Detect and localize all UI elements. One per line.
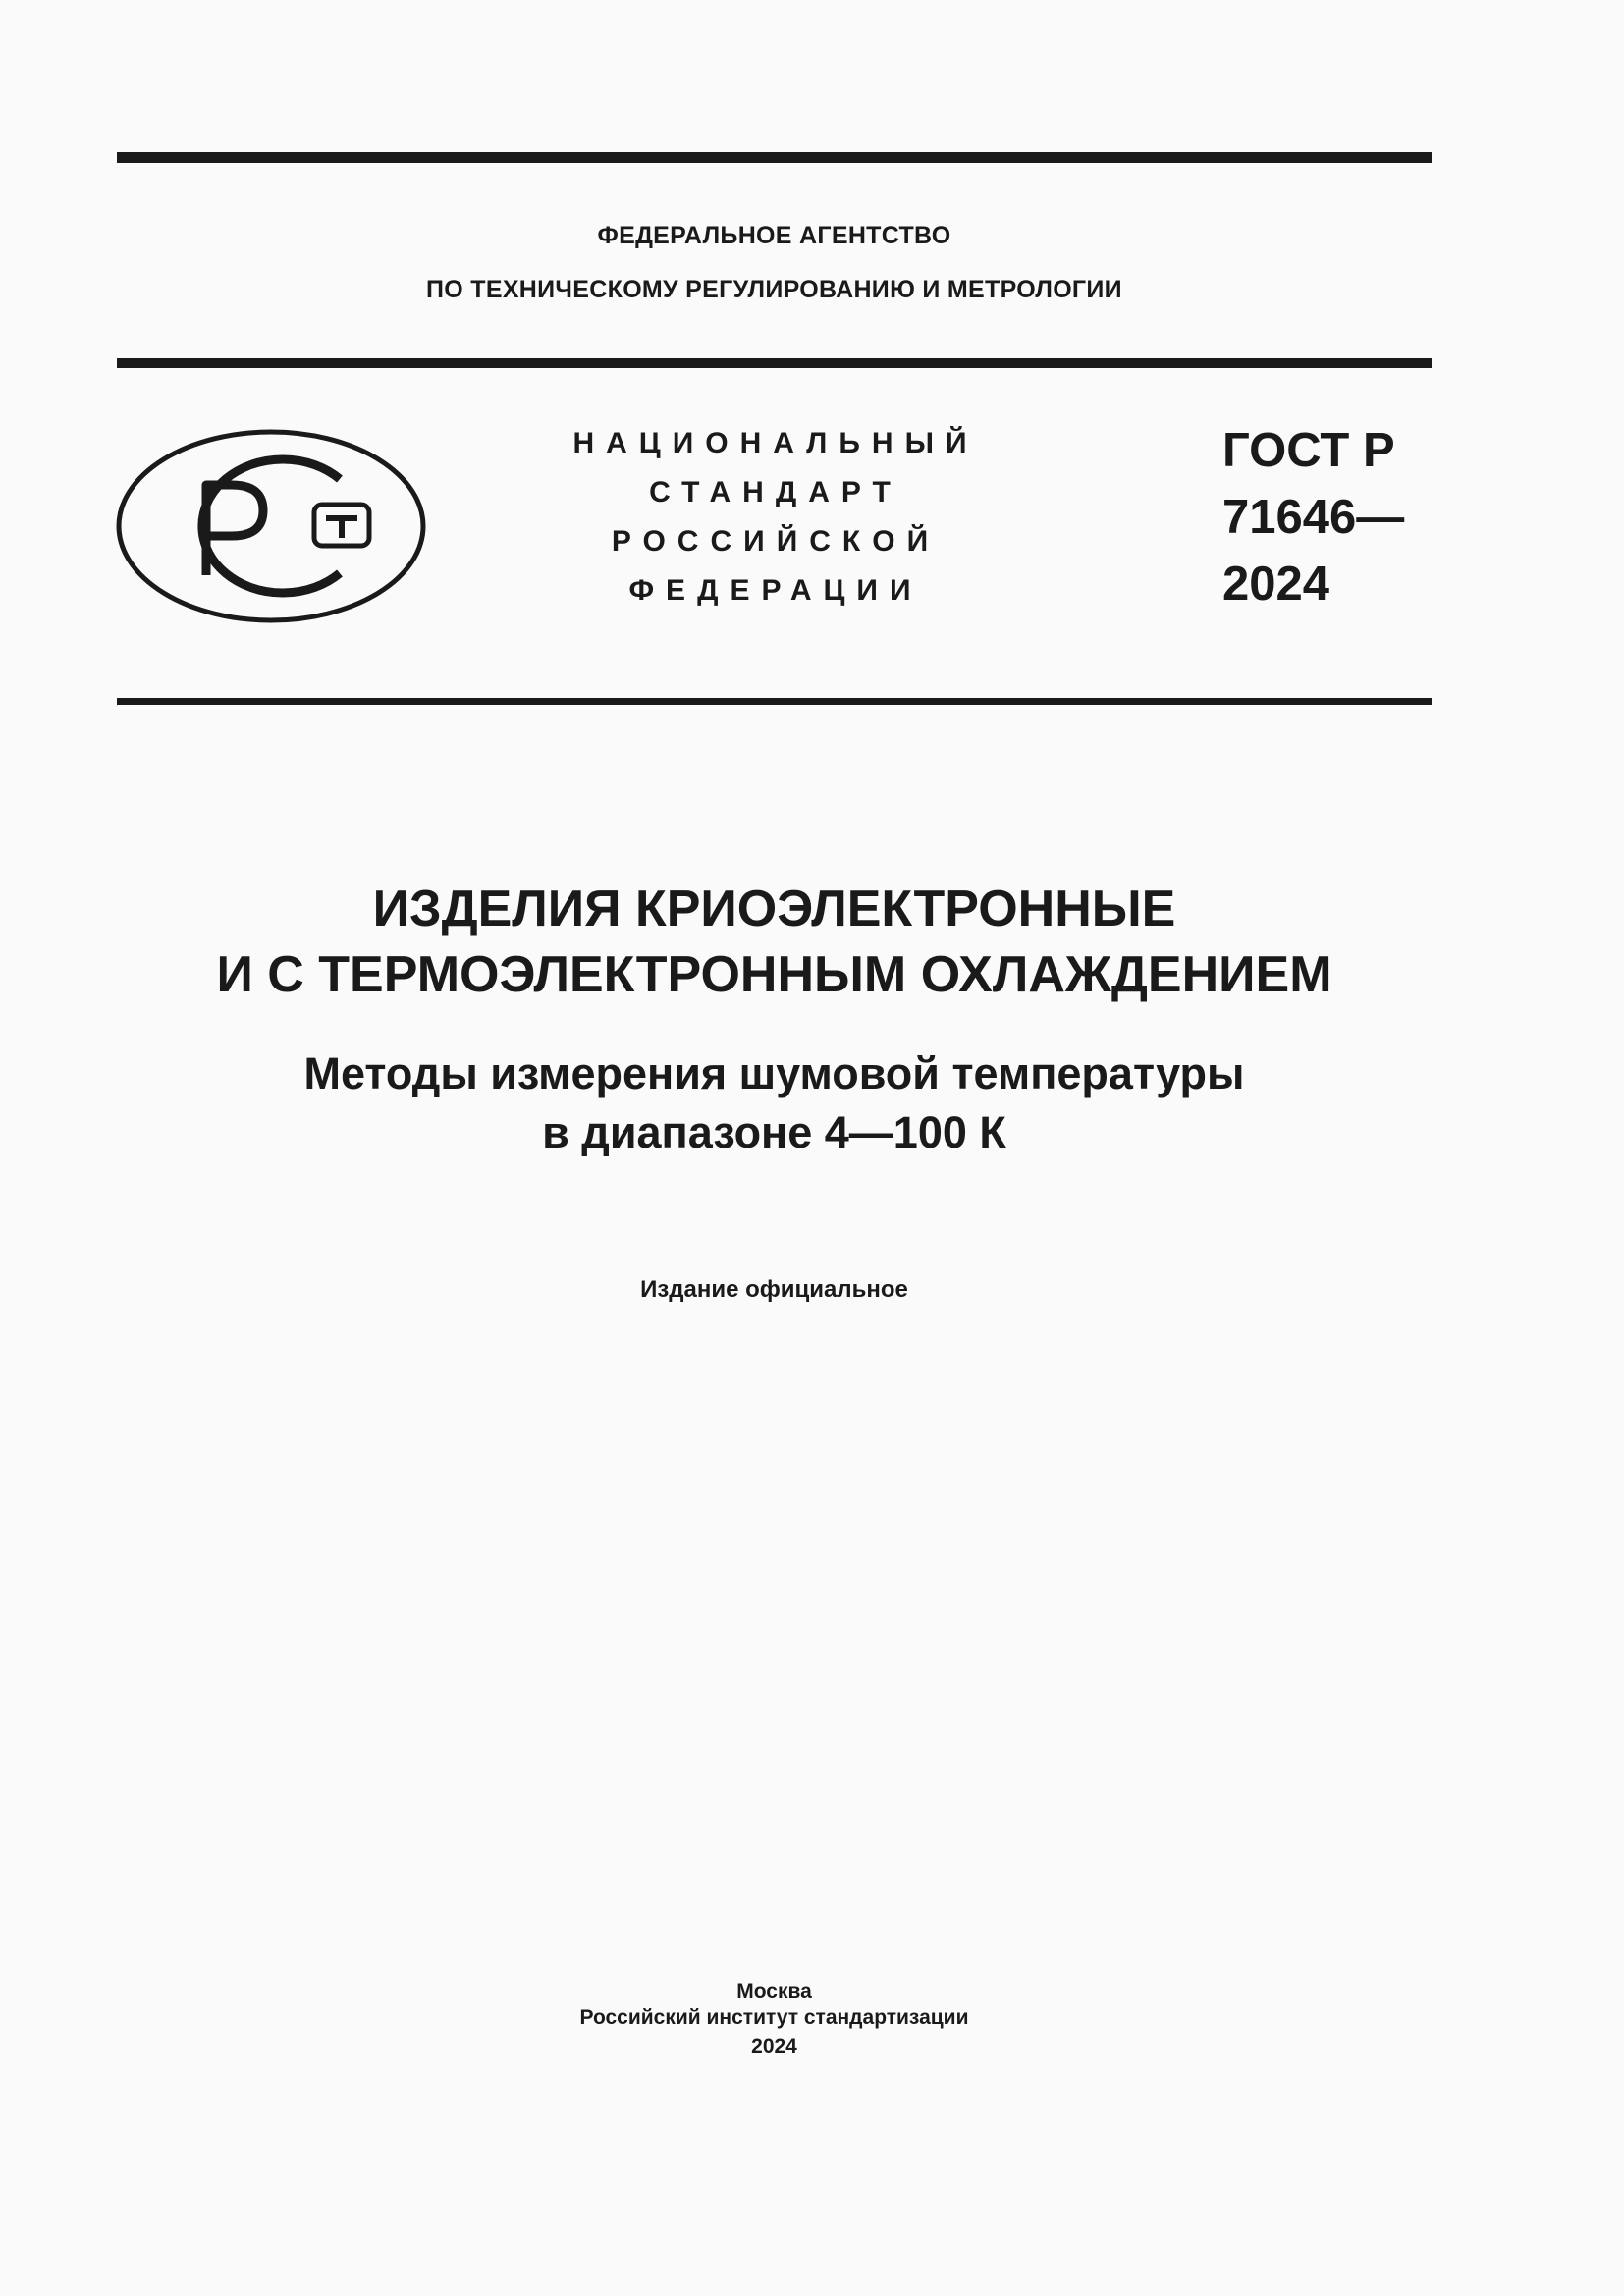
document-title-line-1: ИЗДЕЛИЯ КРИОЭЛЕКТРОННЫЕ bbox=[372, 881, 1176, 937]
top-rule bbox=[117, 152, 1432, 163]
document-subtitle-line-2: в диапазоне 4—100 К bbox=[542, 1107, 1006, 1157]
national-line-2: СТАНДАРТ bbox=[649, 476, 902, 508]
agency-line-1: ФЕДЕРАЛЬНОЕ АГЕНТСТВО bbox=[597, 222, 951, 249]
imprint-year: 2024 bbox=[751, 2035, 797, 2057]
document-subtitle-line-1: Методы измерения шумовой температуры bbox=[303, 1048, 1245, 1098]
rst-mark-icon bbox=[116, 428, 426, 624]
national-line-1: НАЦИОНАЛЬНЫЙ bbox=[572, 427, 979, 459]
national-line-3: РОССИЙСКОЙ bbox=[611, 525, 941, 558]
gost-designation-line-1: ГОСТ Р bbox=[1222, 424, 1395, 477]
header-rule bbox=[117, 358, 1432, 368]
imprint-publisher: Российский институт стандартизации bbox=[579, 2006, 969, 2029]
gost-designation-line-2: 71646— bbox=[1222, 491, 1405, 544]
imprint-city: Москва bbox=[736, 1980, 812, 2002]
national-line-4: ФЕДЕРАЦИИ bbox=[628, 574, 923, 607]
agency-line-2: ПО ТЕХНИЧЕСКОМУ РЕГУЛИРОВАНИЮ И МЕТРОЛОГИИ bbox=[426, 276, 1122, 303]
document-title-line-2: И С ТЕРМОЭЛЕКТРОННЫМ ОХЛАЖДЕНИЕМ bbox=[216, 946, 1332, 1003]
standard-rule bbox=[117, 698, 1432, 705]
edition-label: Издание официальное bbox=[640, 1276, 908, 1303]
gost-designation-line-3: 2024 bbox=[1222, 558, 1330, 611]
